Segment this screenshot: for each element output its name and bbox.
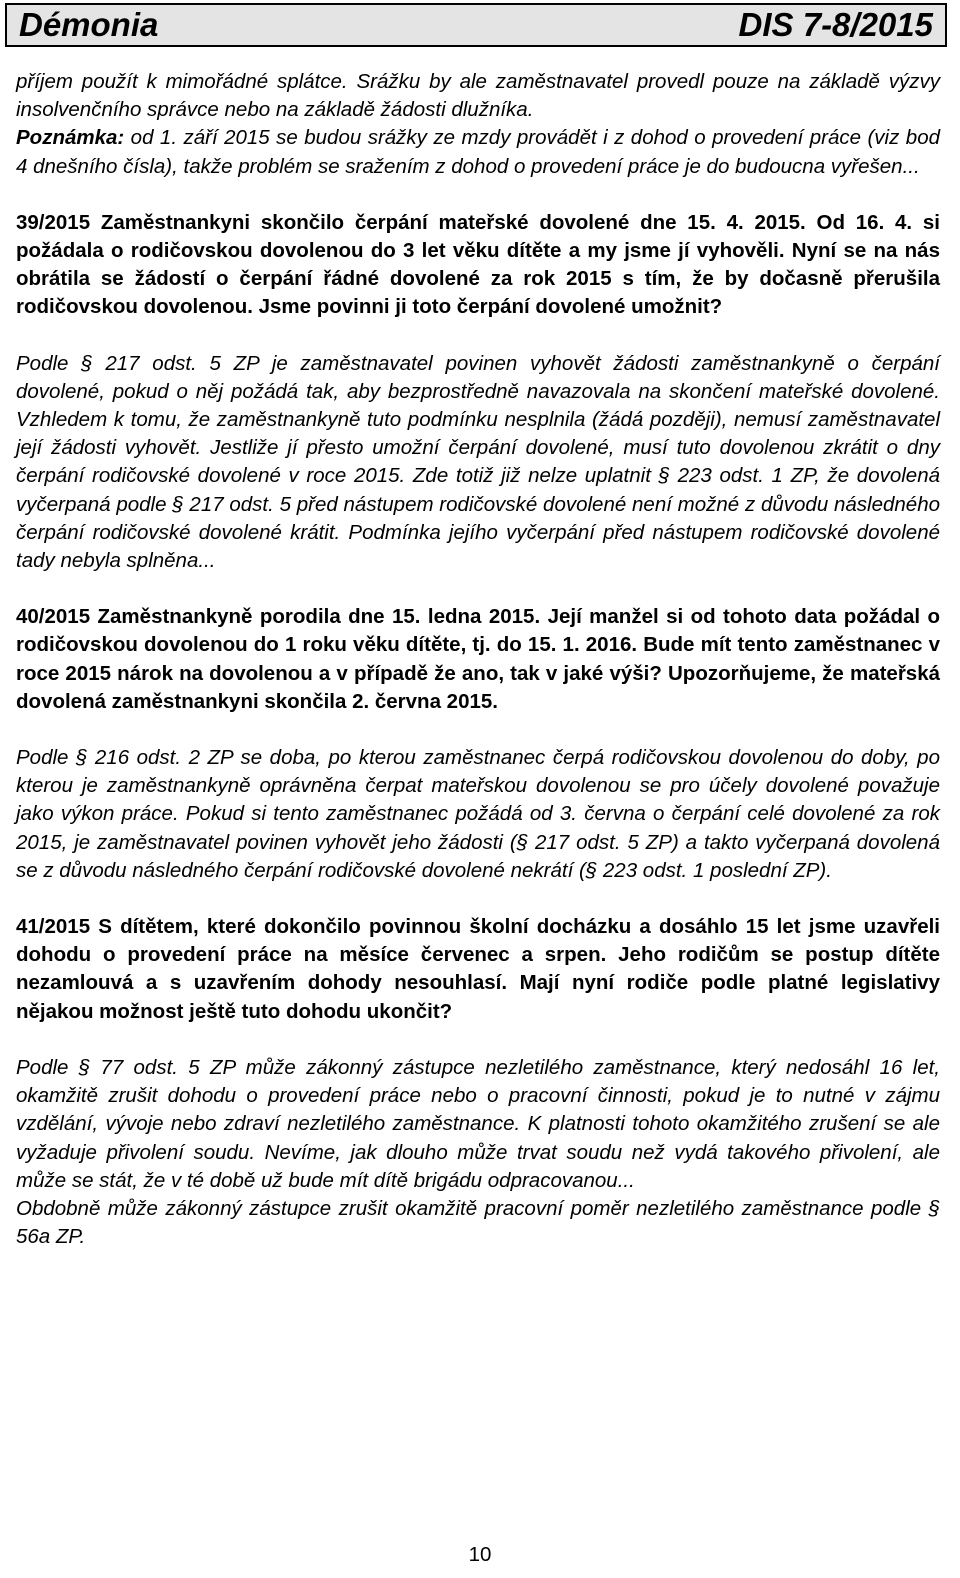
answer-41: Podle § 77 odst. 5 ZP může zákonný zástupce nezletilého zaměstnance, který nedosáhl 16 let, okamžitě zrušit dohodu o provedení práce nebo o pracovní činnosti, pokud je to nutné v zájmu vzdělání, vývoje nebo zdraví nezletilého zaměstnance. K platnosti tohoto okamžitého zrušení se ale vyžaduje přivolení soudu. Nevíme, jak dlouho může trvat soudu než vydá takového přivolení, ale může se stát, že v té době už bude mít dítě brigádu odpracovanou... — [16, 1055, 940, 1192]
intro-text: příjem použít k mimořádné splátce. Srážku by ale zaměstnavatel provedl pouze na základě výzvy insolvenčního správce nebo na základě žádosti dlužníka. — [16, 70, 940, 122]
answer-39: Podle § 217 odst. 5 ZP je zaměstnavatel povinen vyhovět žádosti zaměstnankyně o čerpání dovolené, pokud o něj požádá tak, aby bezprostředně navazovala na skončení mateřské dovolené. Vzhledem k tomu, že zaměstnankyně tuto podmínku nesplnila (žádá později), nemusí zaměstnavatel její žádosti vyhovět. Jestliže jí přesto umožní čerpání dovolené, musí tuto dovolenou zkrátit o dny čerpání rodičovské dovolené v roce 2015. Zde totiž již nelze uplatnit § 223 odst. 1 ZP, že dovolená vyčerpaná podle § 217 odst. 5 před nástupem rodičovské dovolené není možné z důvodu následného čerpání rodičovské dovolené krátit. Podmínka jejího vyčerpání před nástupem rodičovské dovolené tady nebyla splněna... — [16, 351, 940, 573]
note-label: Poznámka: — [16, 126, 125, 150]
article-body — [16, 68, 940, 1251]
intro-paragraph — [16, 68, 940, 181]
issue-label: DIS 7-8/2015 — [738, 6, 933, 43]
publication-name: Démonia — [19, 6, 159, 43]
question-41: 41/2015 S dítětem, které dokončilo povinnou školní docházku a dosáhlo 15 let jsme uzavřeli dohodu o provedení práce na měsíce červenec a srpen. Jeho rodičům se postup dítěte nezamlouvá a s uzavřením dohody nesouhlasí. Mají nyní rodiče podle platné legislativy nějakou možnost ještě tuto dohodu ukončit? — [16, 915, 940, 1023]
page-header — [5, 3, 947, 47]
answer-41-continued: Obdobně může zákonný zástupce zrušit okamžitě pracovní poměr nezletilého zaměstnance podle § 56a ZP. — [16, 1196, 940, 1249]
question-40: 40/2015 Zaměstnankyně porodila dne 15. ledna 2015. Její manžel si od tohoto data požádal o rodičovskou dovolenou do 1 roku věku dítěte, tj. do 15. 1. 2016. Bude mít tento zaměstnanec v roce 2015 nárok na dovolenou a v případě že ano, tak v jaké výši? Upozorňujeme, že mateřská dovolená zaměstnankyni skončila 2. června 2015. — [16, 605, 940, 713]
note-text: od 1. září 2015 se budou srážky ze mzdy provádět i z dohod o provedení práce (viz bod 4 dnešního čísla), takže problém se sražením z dohod o provedení práce je do budoucna vyřešen... — [16, 126, 940, 178]
question-39: 39/2015 Zaměstnankyni skončilo čerpání mateřské dovolené dne 15. 4. 2015. Od 16. 4. si požádala o rodičovskou dovolenou do 3 let věku dítěte a my jsme jí vyhověli. Nyní se na nás obrátila se žádostí o čerpání řádné dovolené za rok 2015 s tím, že by dočasně přerušila rodičovskou dovolenou. Jsme povinni ji toto čerpání dovolené umožnit? — [16, 210, 940, 319]
page-number: 10 — [468, 1543, 492, 1566]
answer-40: Podle § 216 odst. 2 ZP se doba, po kterou zaměstnanec čerpá rodičovskou dovolenou do doby, po kterou je zaměstnankyně oprávněna čerpat mateřskou dovolenou se pro účely dovolené považuje jako výkon práce. Pokud si tento zaměstnanec požádá od 3. června o čerpání celé dovolené za rok 2015, je zaměstnavatel povinen vyhovět jeho žádosti (§ 217 odst. 5 ZP) a takto vyčerpaná dovolená se z důvodu následného čerpání rodičovské dovolené nekrátí (§ 223 odst. 1 poslední ZP). — [16, 746, 940, 882]
